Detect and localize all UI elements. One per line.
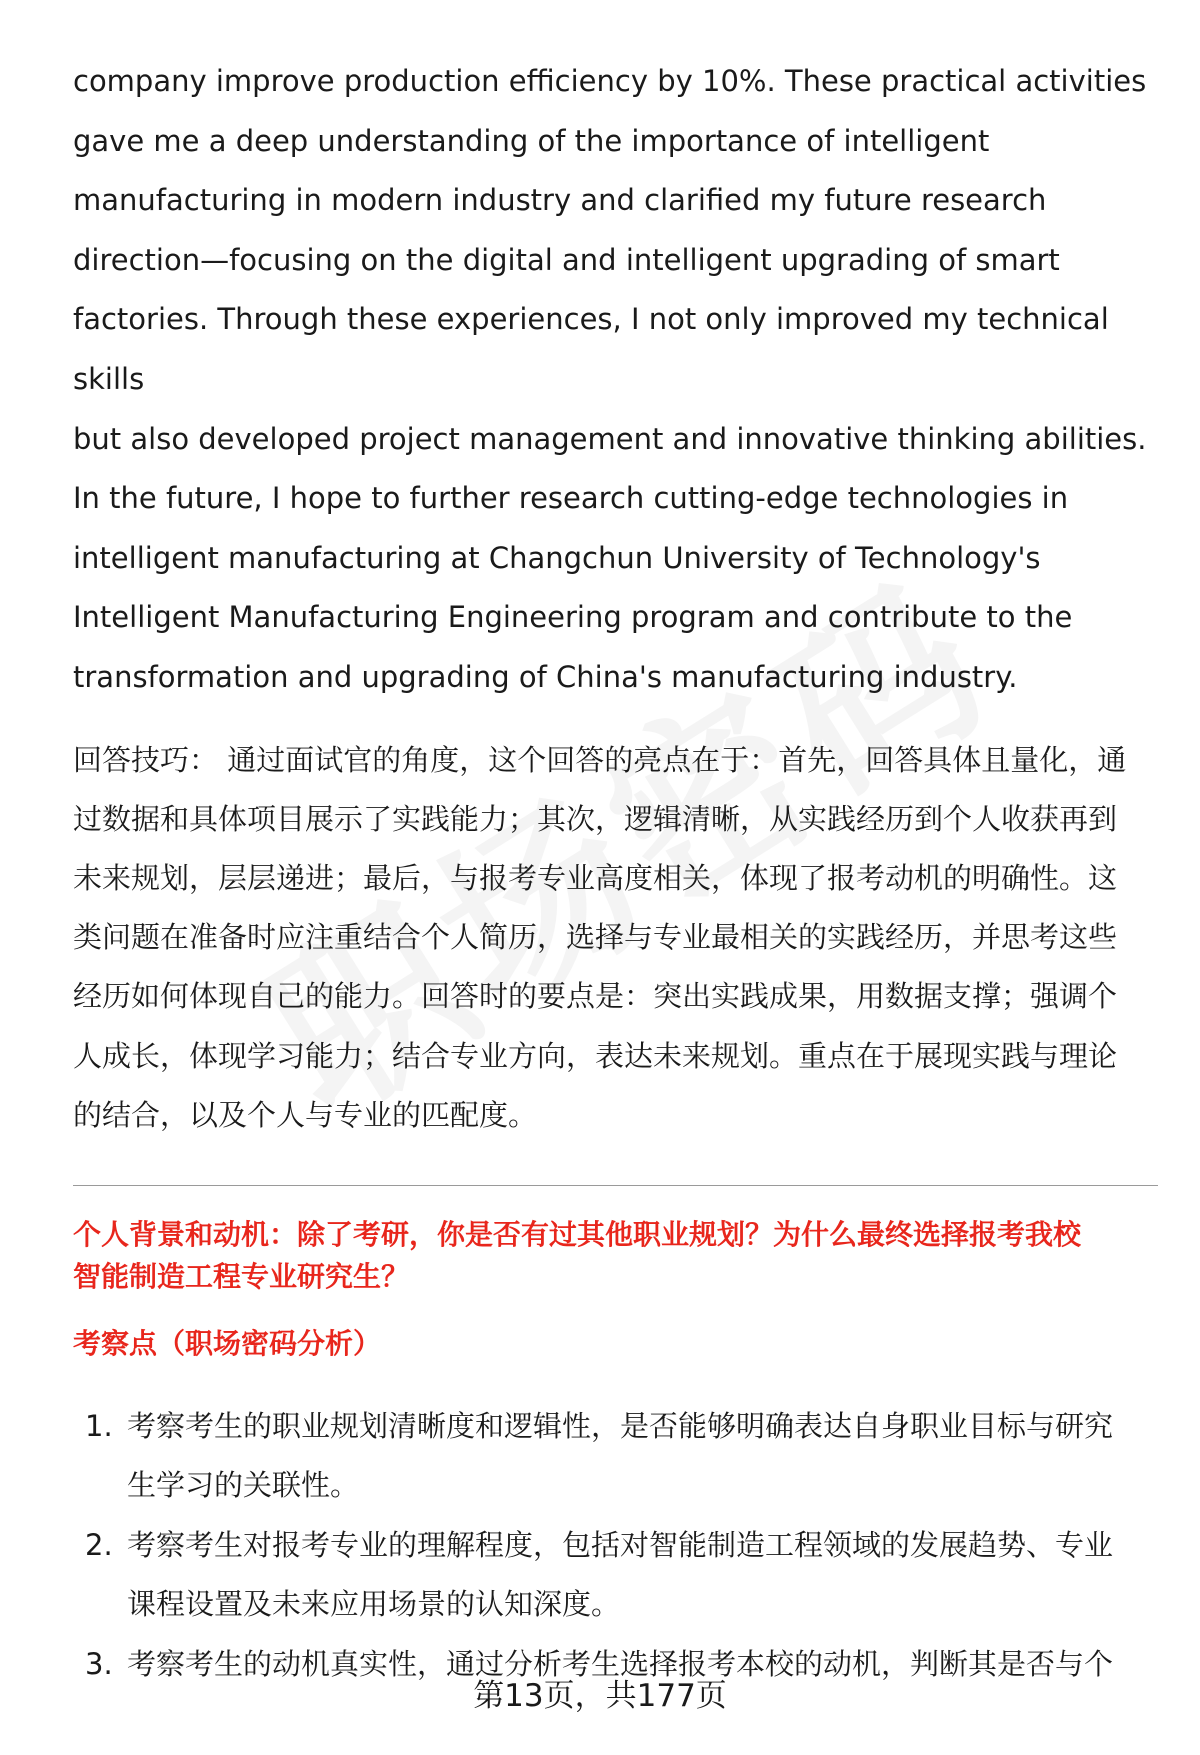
list-item-number: 3. <box>85 1646 113 1681</box>
answer-tips-paragraph: 回答技巧： 通过面试官的角度，这个回答的亮点在于：首先，回答具体且量化，通 过数据和具体项目展示了实践能力；其次，逻辑清晰，从实践经历到个人收获再到 未来规划，层层递进；最后，与报考专业高度相关，体现了报考动机的明确性。这 类问题在准备时应注重结合个人简历，选择与专业最相关的实践经历，并思考这些 经历如何体现自己的能力。回答时的要点是：突出实践成果，用数据支撑；强调个 人成长，体现学习能力；结合专业方向，表达未来规划。重点在于展现实践与理论 的结合，以及个人与专业的匹配度。 <box>73 742 1127 1132</box>
list-item-text: 考察考生的动机真实性，通过分析考生选择报考本校的动机，判断其是否与个 <box>127 1646 1114 1681</box>
list-item <box>73 1516 1158 1635</box>
list-item-text: 考察考生对报考专业的理解程度，包括对智能制造工程领域的发展趋势、专业 课程设置及未来应用场景的认知深度。 <box>127 1527 1114 1622</box>
section-title: 考察点（职场密码分析） <box>73 1326 382 1360</box>
list-item-number: 2. <box>85 1527 113 1562</box>
question-heading: 个人背景和动机：除了考研，你是否有过其他职业规划？为什么最终选择报考我校 智能制造工程专业研究生？ <box>73 1217 1082 1293</box>
points-list <box>73 1397 1158 1695</box>
list-item-number: 1. <box>85 1408 113 1443</box>
section-divider <box>73 1185 1158 1186</box>
page-number-footer: 第13页，共177页 <box>473 1678 727 1714</box>
list-item-text: 考察考生的职业规划清晰度和逻辑性，是否能够明确表达自身职业目标与研究 生学习的关联性。 <box>127 1408 1114 1503</box>
document-page <box>73 52 1158 1694</box>
list-item <box>73 1397 1158 1516</box>
english-answer-paragraph: company improve production efficiency by 10%. These practical activities gave me a deep understanding of the importance of intelligent manufacturing in modern industry and clarified my future research direction—focusing on the digital and intelligent upgrading of smart factories. Through these experiences, I not only improved my technical skills but also developed project management and innovative thinking abilities. In the future, I hope to further research cutting-edge technologies in intelligent manufacturing at Changchun University of Technology's Intelligent Manufacturing Engineering program and contribute to the transformation and upgrading of China's manufacturing industry. <box>73 64 1147 694</box>
